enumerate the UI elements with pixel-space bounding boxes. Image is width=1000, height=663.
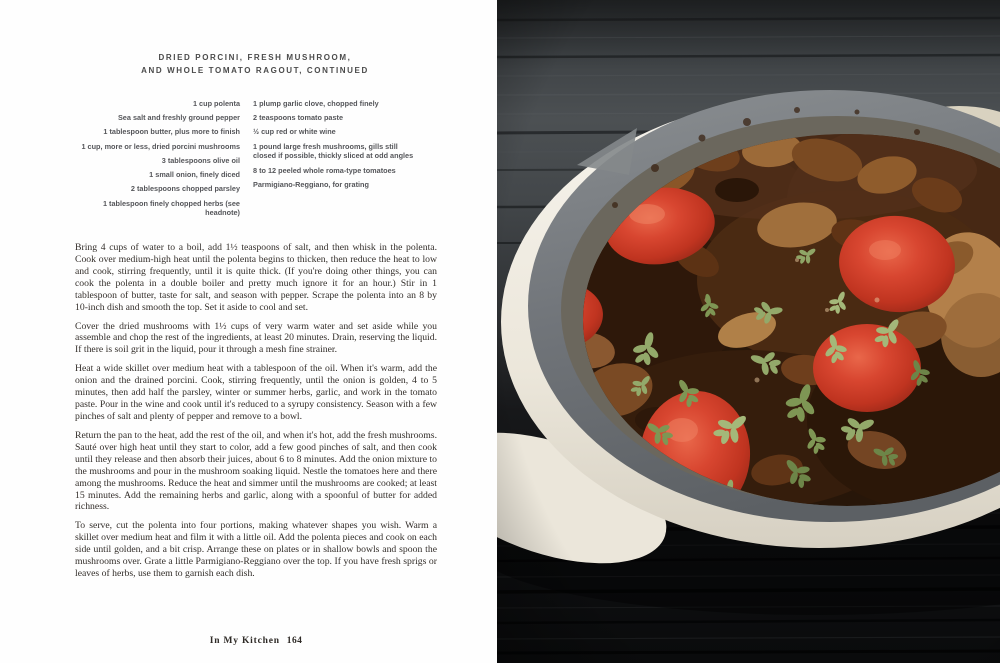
instruction-paragraph: Heat a wide skillet over medium heat with a tablespoon of the oil. When it's warm, add the onion and the drained porcini. Cook, stirring frequently, until the onion is golden, 4 to 5 minutes, then add half the parsley, winter or summer herbs, garlic, and work in the tomato paste. Pour in the wine and cook until it's reduced to a syrupy consistency. Season with a few pinches of salt and plenty of pepper and remove to a bowl. <box>75 363 437 422</box>
ingredient-column-left <box>68 99 246 222</box>
ingredient: ½ cup red or white wine <box>253 127 336 137</box>
instruction-paragraph: Return the pan to the heat, add the rest of the oil, and when it's hot, add the fresh mushrooms. Sauté over high heat until they start to color, add a few good pinches of salt, and then cook until they release and then absorb their juices, about 6 to 8 minutes. Add the onion mixture to the mushrooms and pour in the mushroom soaking liquid. Nestle the tomatoes here and there among the mushrooms. Reduce the heat and simmer until the mushrooms are cooked; at least 15 minutes. Add the remaining herbs and garlic, along with a spoonful of butter for added richness. <box>75 429 437 513</box>
ingredient: 8 to 12 peeled whole roma-type tomatoes <box>253 165 396 175</box>
instruction-paragraph: Cover the dried mushrooms with 1½ cups of very warm water and set aside while you assemble and chop the rest of the ingredients, at least 20 minutes. Drain, reserving the liquid. If there is soil grit in the liquid, pour it through a mesh fine strainer. <box>75 320 437 356</box>
instruction-paragraph: Bring 4 cups of water to a boil, add 1½ teaspoons of salt, and then whisk in the polenta. Cook over medium-high heat until the polenta begins to thicken, then reduce the heat to low and cook, stirring frequently, until it is quite thick. (If you're doing other things, you can cook the polenta in a double boiler and pretty much ignore it for an hour.) Stir in 1 tablespoon of butter, taste for salt, and season with pepper. Scrape the polenta into an 8 by 10-inch dish and smooth the top. Set it aside to cool and set. <box>75 242 437 313</box>
vignette <box>497 0 1000 663</box>
page-number: 164 <box>286 636 303 646</box>
ingredient: 2 teaspoons tomato paste <box>253 113 344 123</box>
instruction-paragraph: To serve, cut the polenta into four portions, making whatever shapes you wish. Warm a skillet over medium heat and film it with a little oil. Add the polenta pieces and cook on each side until golden, and a bit crisp. Arrange these on plates or in shallow bowls and spoon the mushrooms over. Grate a little Parmigiano-Reggiano over the top. If you have fresh sprigs or leaves of herbs, use them to garnish each dish. <box>75 520 437 580</box>
recipe-page <box>0 0 497 663</box>
ingredient: 1 cup polenta <box>192 99 240 108</box>
book-title: In My Kitchen <box>209 636 280 646</box>
ingredient: 1 pound large fresh mushrooms, gills still closed if possible, thickly sliced at odd angles <box>253 141 414 161</box>
ingredient: Parmigiano-Reggiano, for grating <box>253 179 369 189</box>
ingredient-list <box>68 99 424 222</box>
page-footer <box>75 636 437 646</box>
recipe-title-line2: AND WHOLE TOMATO RAGOUT, CONTINUED <box>141 65 369 75</box>
ingredient-column-right <box>246 99 418 222</box>
ingredient: 1 plump garlic clove, chopped finely <box>253 99 379 108</box>
ingredient: 1 tablespoon finely chopped herbs (see headnote) <box>102 198 240 218</box>
ingredient: 1 cup, more or less, dried porcini mushrooms <box>81 141 240 151</box>
ingredient: 3 tablespoons olive oil <box>161 155 240 165</box>
ingredient: 1 tablespoon butter, plus more to finish <box>103 127 240 137</box>
ingredient: 2 tablespoons chopped parsley <box>130 184 240 194</box>
photo-page <box>497 0 1000 663</box>
recipe-title <box>55 52 455 78</box>
ragout-photo <box>497 0 1000 663</box>
recipe-title-line1: DRIED PORCINI, FRESH MUSHROOM, <box>158 53 352 62</box>
ingredient: 1 small onion, finely diced <box>149 170 240 180</box>
ingredient: Sea salt and freshly ground pepper <box>117 113 240 123</box>
recipe-instructions <box>75 242 437 587</box>
